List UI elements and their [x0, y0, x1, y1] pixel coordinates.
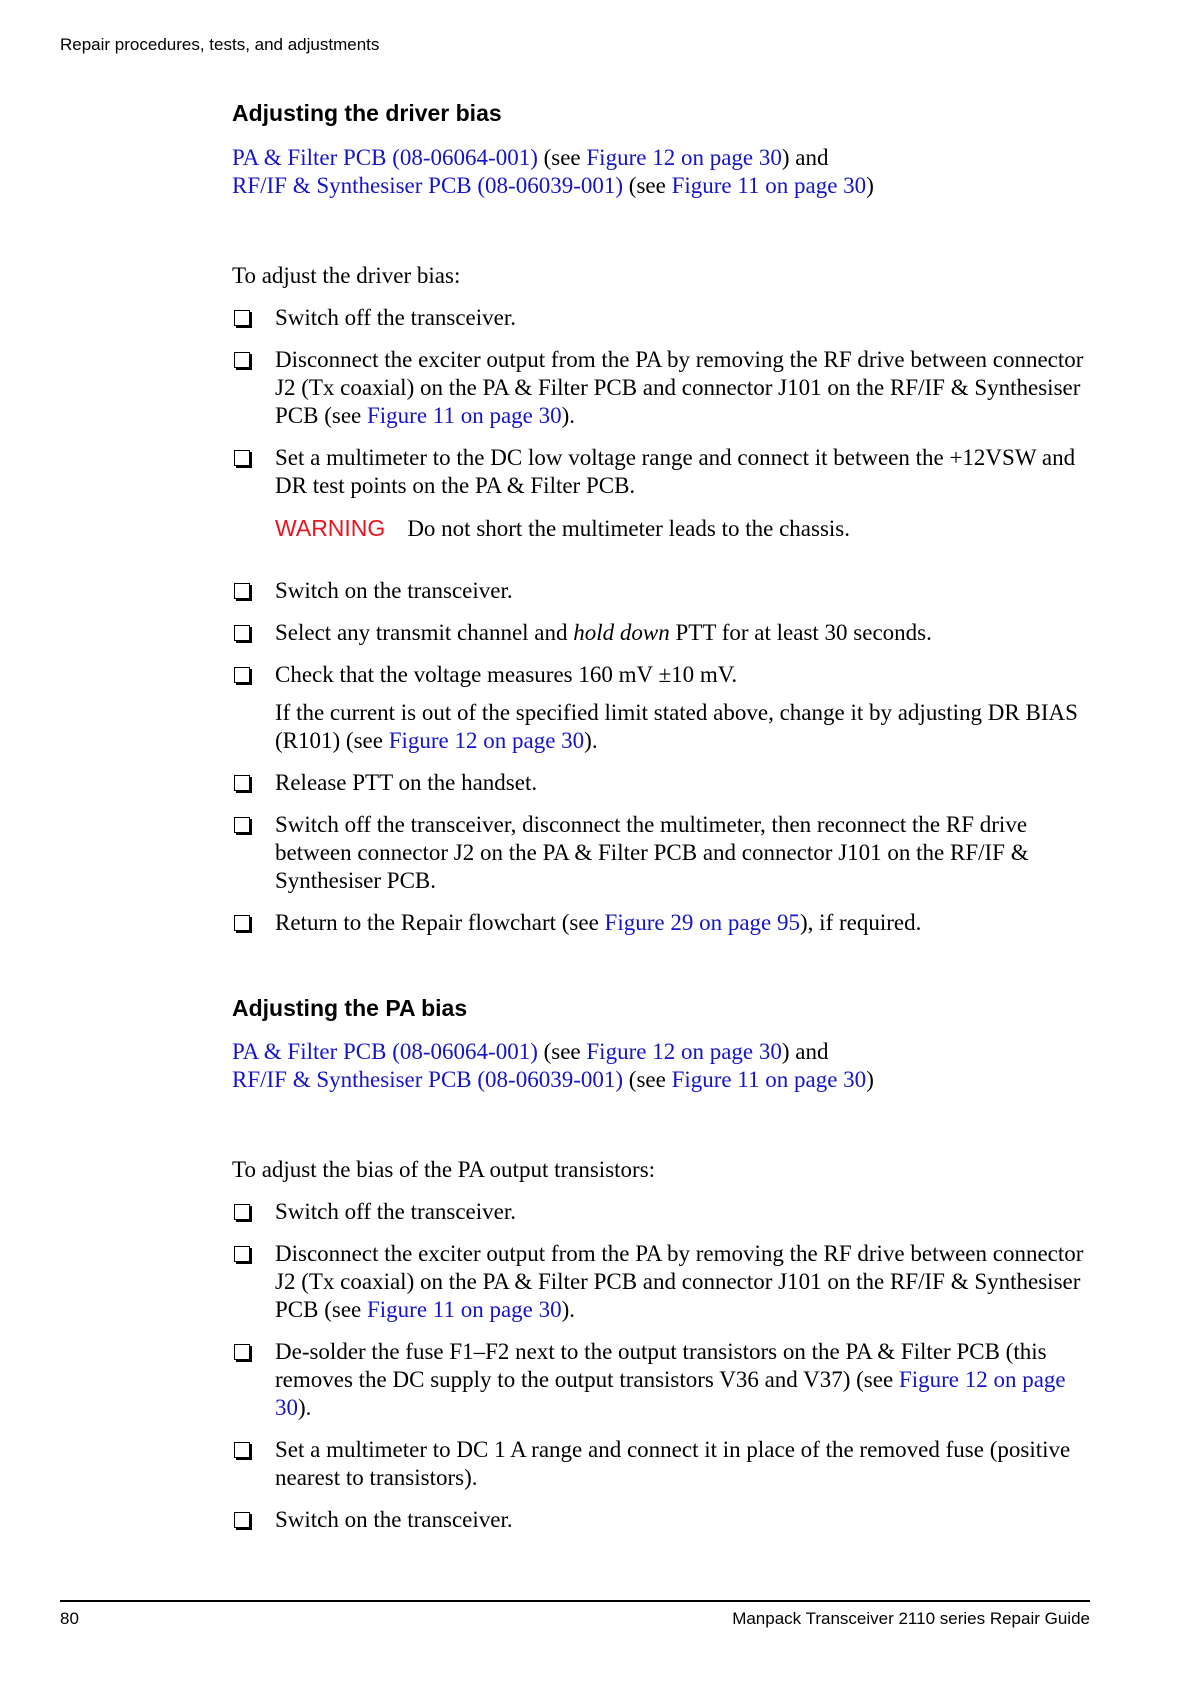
step-text: PTT for at least 30 seconds.: [669, 619, 932, 645]
checkbox-icon: [234, 625, 250, 641]
step-text: Switch off the transceiver.: [275, 304, 517, 330]
link-pa-filter-pcb[interactable]: PA & Filter PCB (08-06064-001): [232, 144, 538, 170]
step-item: [232, 661, 1092, 689]
checkbox-icon: [234, 1512, 250, 1528]
link-figure-11[interactable]: Figure 11 on page 30: [367, 402, 562, 428]
step-text: Switch on the transceiver.: [275, 577, 513, 603]
step-text: ).: [561, 402, 576, 428]
checkbox-icon: [234, 583, 250, 599]
checkbox-icon: [234, 915, 250, 931]
link-figure-12[interactable]: Figure 12 on page 30: [586, 1039, 782, 1065]
step-text: ).: [298, 1395, 312, 1421]
ref-text: ) and: [781, 144, 829, 170]
note-text: If the current is out of the specified limit stated above, change it by adjusting DR BIAS (R101) (see: [275, 699, 1078, 753]
warning-label: WARNING: [275, 514, 386, 541]
procedure-intro: To adjust the bias of the PA output transistors:: [232, 1157, 656, 1183]
link-figure-12[interactable]: Figure 12 on page 30: [388, 727, 585, 753]
section-spacer: [232, 951, 1092, 995]
checkbox-icon: [234, 1204, 250, 1220]
ref-text: ) and: [781, 1039, 829, 1065]
link-figure-12[interactable]: Figure 12 on page 30: [275, 1367, 1066, 1421]
page-number: 80: [60, 1609, 79, 1628]
step-item: [232, 444, 1092, 500]
checkbox-icon: [234, 1442, 250, 1458]
link-figure-11[interactable]: Figure 11 on page 30: [671, 172, 867, 198]
link-pa-filter-pcb[interactable]: PA & Filter PCB (08-06064-001): [232, 1039, 538, 1065]
checkbox-icon: [234, 667, 250, 683]
step-text: Disconnect the exciter output from the PA by removing the RF drive between connector J2 (Tx coaxial) on the PA & Filter PCB and connector J101 on the RF/IF & Synthesiser PCB (see: [275, 1241, 1084, 1323]
step-item: [232, 1240, 1092, 1324]
step-item: [232, 1436, 1092, 1492]
step-item: [232, 811, 1092, 895]
step-text: De-solder the fuse F1–F2 next to the output transistors on the PA & Filter PCB (this removes the DC supply to the output transistors V36 and V37) (see: [275, 1339, 1047, 1393]
running-header: Repair procedures, tests, and adjustments: [60, 35, 380, 54]
checkbox-icon: [234, 775, 250, 791]
step-item: [232, 304, 1092, 332]
link-figure-29[interactable]: Figure 29 on page 95: [604, 909, 801, 935]
warning-text: Do not short the multimeter leads to the chassis.: [407, 515, 850, 541]
link-figure-11[interactable]: Figure 11 on page 30: [367, 1297, 562, 1323]
link-figure-12[interactable]: Figure 12 on page 30: [586, 144, 782, 170]
ref-text: ): [866, 172, 874, 198]
step-item: [232, 346, 1092, 430]
note-text: ).: [584, 727, 598, 753]
step-text: Set a multimeter to the DC low voltage range and connect it between the +12VSW and DR test points on the PA & Filter PCB.: [275, 444, 1076, 498]
step-item: [232, 619, 1092, 647]
procedure-steps-pa: [232, 1198, 1092, 1534]
adjustment-note: [232, 699, 1092, 755]
step-text: Check that the voltage measures 160 mV ±10 mV.: [275, 661, 738, 687]
section-title-pa-bias: Adjusting the PA bias: [232, 994, 468, 1021]
step-item: [232, 1506, 1092, 1534]
page-content: [232, 100, 1092, 1548]
ref-text: (see: [623, 1067, 672, 1093]
checkbox-icon: [234, 817, 250, 833]
step-text: Switch off the transceiver, disconnect the multimeter, then reconnect the RF drive between connector J2 on the PA & Filter PCB and connector J101 on the RF/IF & Synthesiser PCB.: [275, 811, 1029, 893]
step-text: Return to the Repair flowchart (see: [275, 909, 605, 935]
link-rfif-pcb[interactable]: RF/IF & Synthesiser PCB (08-06039-001): [232, 172, 624, 198]
checkbox-icon: [234, 450, 250, 466]
section-title-driver-bias: Adjusting the driver bias: [232, 100, 502, 126]
step-item: [232, 577, 1092, 605]
step-text: Set a multimeter to DC 1 A range and connect it in place of the removed fuse (positive nearest to transistors).: [275, 1437, 1071, 1491]
ref-text: (see: [537, 144, 587, 170]
checkbox-icon: [234, 352, 250, 368]
checkbox-icon: [234, 310, 250, 326]
link-figure-11[interactable]: Figure 11 on page 30: [671, 1067, 867, 1093]
step-item: [232, 1198, 1092, 1226]
step-text: Switch off the transceiver.: [275, 1199, 517, 1225]
step-text: Select any transmit channel and: [275, 619, 574, 645]
step-item: [232, 769, 1092, 797]
step-text: Release PTT on the handset.: [275, 769, 538, 795]
ref-text: (see: [623, 172, 672, 198]
checkbox-icon: [234, 1344, 250, 1360]
step-emphasis: hold down: [573, 619, 670, 645]
procedure-steps-continued: [232, 577, 1092, 689]
procedure-steps-final: [232, 769, 1092, 937]
warning-note: [232, 514, 1092, 543]
step-text: ).: [561, 1297, 576, 1323]
step-text: Switch on the transceiver.: [275, 1507, 513, 1533]
link-rfif-pcb[interactable]: RF/IF & Synthesiser PCB (08-06039-001): [232, 1067, 624, 1093]
procedure-steps: [232, 304, 1092, 500]
ref-text: (see: [537, 1039, 587, 1065]
step-item: [232, 1338, 1092, 1422]
pcb-references: [232, 144, 1092, 200]
footer-rule: [60, 1600, 1090, 1602]
document-title: Manpack Transceiver 2110 series Repair Guide: [732, 1609, 1090, 1628]
step-item: [232, 909, 1092, 937]
step-text: ), if required.: [800, 909, 922, 935]
procedure-intro: To adjust the driver bias:: [232, 262, 461, 288]
step-text: Disconnect the exciter output from the PA by removing the RF drive between connector J2 (Tx coaxial) on the PA & Filter PCB and connector J101 on the RF/IF & Synthesiser PCB (see: [275, 346, 1084, 428]
pcb-references: [232, 1038, 1092, 1094]
checkbox-icon: [234, 1246, 250, 1262]
ref-text: ): [866, 1067, 874, 1093]
